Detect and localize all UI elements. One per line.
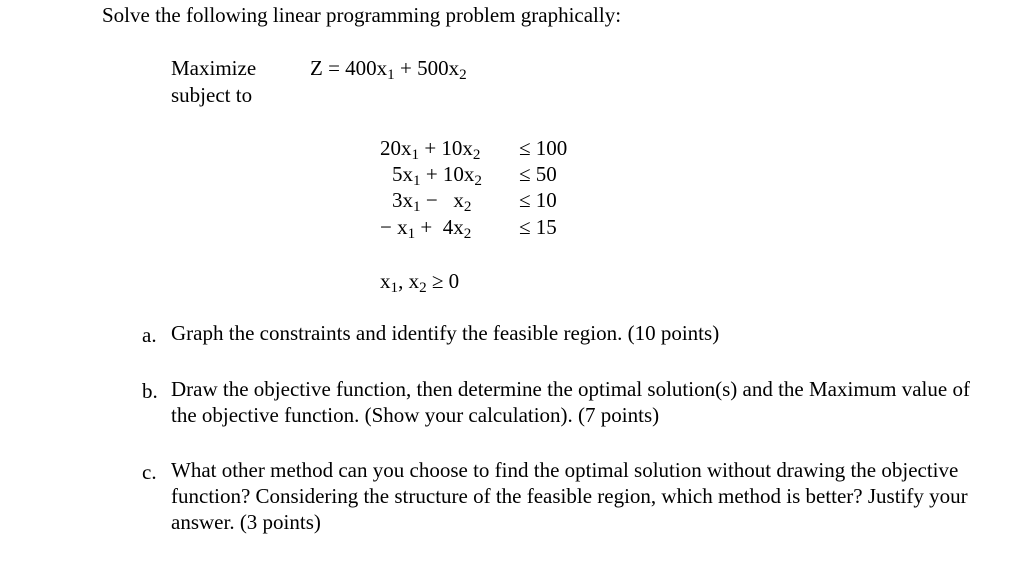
nonneg-rel: ≥ 0 xyxy=(426,269,460,293)
maximize-label: Maximize xyxy=(171,56,257,80)
constraint-1-term1: 20x xyxy=(380,136,412,160)
constraint-3-term2: − x xyxy=(420,188,464,212)
objective-function xyxy=(310,56,467,84)
constraint-3-sub1: 1 xyxy=(413,199,421,216)
constraint-2-sub1: 1 xyxy=(413,173,421,190)
constraint-4-lhs xyxy=(380,215,472,243)
subject-to-label: subject to xyxy=(171,83,253,107)
nonnegativity-constraint xyxy=(380,269,460,297)
constraint-4-term1: − x xyxy=(380,215,408,239)
constraint-4-rhs: ≤ 15 xyxy=(519,215,557,239)
question-c-text: What other method can you choose to find the optimal solution without drawing the objective function? Considering the structure of the feasible region, which method is better? Justify your answer. (3 points) xyxy=(171,458,968,534)
nonneg-x2: , x xyxy=(398,269,420,293)
constraint-3-rhs: ≤ 10 xyxy=(519,188,557,212)
constraint-3-term1: 3x xyxy=(392,188,413,212)
nonneg-sub1: 1 xyxy=(390,280,399,297)
constraint-2-rhs: ≤ 50 xyxy=(519,162,557,186)
constraint-4-sub2: 2 xyxy=(463,226,472,243)
nonneg-sub2: 2 xyxy=(419,280,427,297)
constraint-2-lhs xyxy=(392,162,482,190)
constraint-1-term2: + 10x xyxy=(419,136,473,160)
question-a-letter: a. xyxy=(142,323,157,347)
constraint-1-lhs xyxy=(380,136,481,164)
objective-lhs: Z = 400x xyxy=(310,56,388,80)
question-b-text: Draw the objective function, then determine the optimal solution(s) and the Maximum value of the objective function. (Show your calculation). (7 points) xyxy=(171,377,970,427)
constraint-1-sub1: 1 xyxy=(411,147,420,164)
constraint-4-sub1: 1 xyxy=(407,226,416,243)
objective-mid: + 500x xyxy=(394,56,460,80)
constraint-3-lhs xyxy=(392,188,472,216)
constraint-1-rhs: ≤ 100 xyxy=(519,136,568,160)
constraint-1-sub2: 2 xyxy=(472,147,481,164)
nonneg-x1: x xyxy=(380,269,391,293)
constraint-2-term2: + 10x xyxy=(420,162,475,186)
objective-sub2: 2 xyxy=(459,67,467,84)
constraint-2-sub2: 2 xyxy=(474,173,482,190)
objective-sub1: 1 xyxy=(387,67,395,84)
constraint-2-term1: 5x xyxy=(392,162,413,186)
constraint-4-term2: + 4x xyxy=(415,215,464,239)
question-c-letter: c. xyxy=(142,460,157,484)
constraint-3-sub2: 2 xyxy=(463,199,472,216)
question-a-text: Graph the constraints and identify the feasible region. (10 points) xyxy=(171,321,720,345)
problem-intro: Solve the following linear programming problem graphically: xyxy=(102,3,622,27)
question-b-letter: b. xyxy=(142,379,158,403)
